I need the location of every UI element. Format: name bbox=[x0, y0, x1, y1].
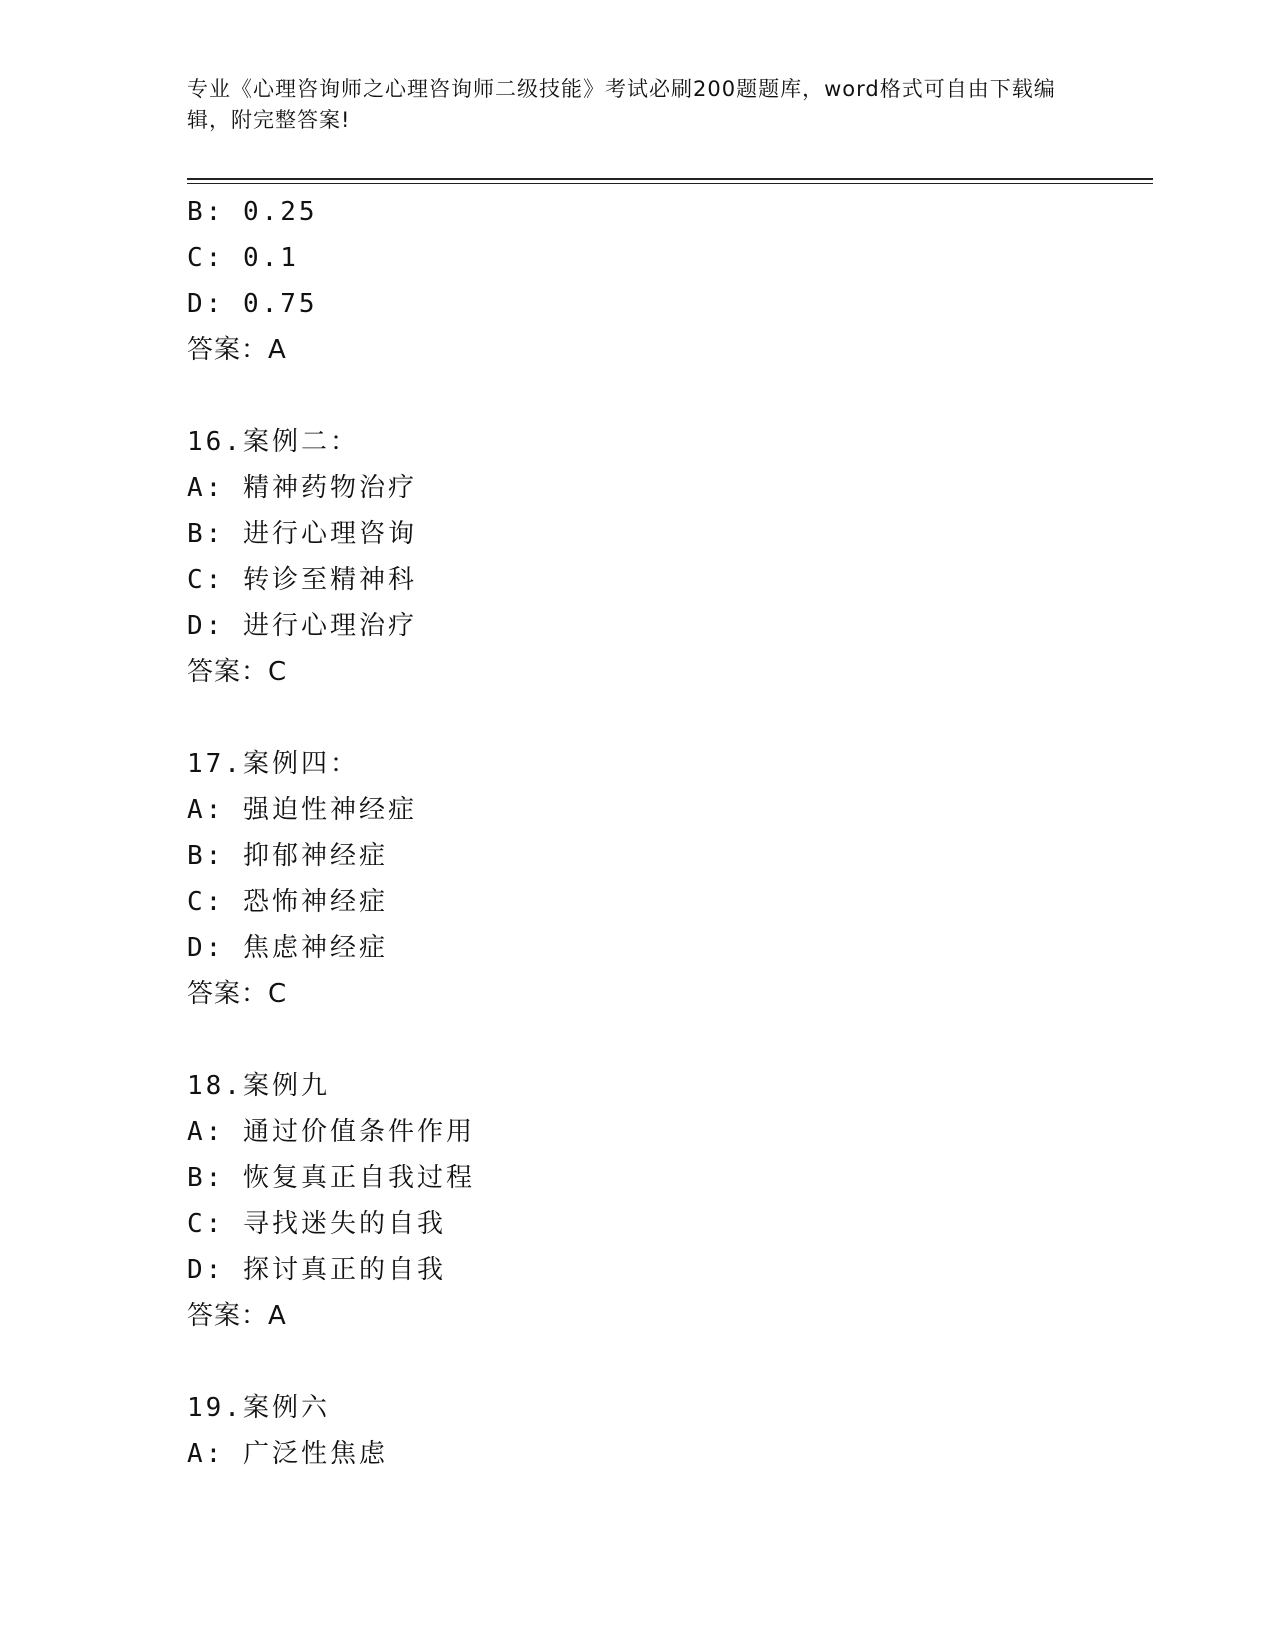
page-header: 专业《心理咨询师之心理咨询师二级技能》考试必刷200题题库，word格式可自由下载编辑，附完整答案! bbox=[187, 77, 1056, 132]
document-body bbox=[187, 189, 1147, 1477]
option-b: B: 恢复真正自我过程 bbox=[187, 1163, 475, 1193]
answer-line: 答案：A bbox=[187, 335, 287, 365]
spacer bbox=[187, 1339, 1147, 1385]
option-a: A: 广泛性焦虑 bbox=[187, 1439, 388, 1469]
option-c: C: 转诊至精神科 bbox=[187, 565, 417, 595]
option-b: B: 进行心理咨询 bbox=[187, 519, 417, 549]
answer-line: 答案：C bbox=[187, 979, 288, 1009]
option-b: B: 0.25 bbox=[187, 197, 318, 227]
option-b: B: 抑郁神经症 bbox=[187, 841, 388, 871]
question-title: 16.案例二： bbox=[187, 427, 359, 457]
answer-line: 答案：C bbox=[187, 657, 288, 687]
option-d: D: 进行心理治疗 bbox=[187, 611, 417, 641]
option-d: D: 0.75 bbox=[187, 289, 318, 319]
question-title: 17.案例四： bbox=[187, 749, 359, 779]
option-c: C: 0.1 bbox=[187, 243, 299, 273]
question-16 bbox=[187, 419, 1147, 695]
question-17 bbox=[187, 741, 1147, 1017]
option-c: C: 寻找迷失的自我 bbox=[187, 1209, 446, 1239]
option-a: A: 强迫性神经症 bbox=[187, 795, 417, 825]
question-19 bbox=[187, 1385, 1147, 1477]
option-d: D: 焦虑神经症 bbox=[187, 933, 388, 963]
option-d: D: 探讨真正的自我 bbox=[187, 1255, 446, 1285]
previous-question-tail bbox=[187, 189, 1147, 373]
question-title: 19.案例六 bbox=[187, 1393, 330, 1423]
option-a: A: 通过价值条件作用 bbox=[187, 1117, 475, 1147]
question-title: 18.案例九 bbox=[187, 1071, 330, 1101]
answer-line: 答案：A bbox=[187, 1301, 287, 1331]
question-18 bbox=[187, 1063, 1147, 1339]
header-rule-thin bbox=[187, 183, 1153, 184]
option-a: A: 精神药物治疗 bbox=[187, 473, 417, 503]
option-c: C: 恐怖神经症 bbox=[187, 887, 388, 917]
spacer bbox=[187, 373, 1147, 419]
spacer bbox=[187, 695, 1147, 741]
spacer bbox=[187, 1017, 1147, 1063]
header-rule bbox=[187, 178, 1153, 180]
